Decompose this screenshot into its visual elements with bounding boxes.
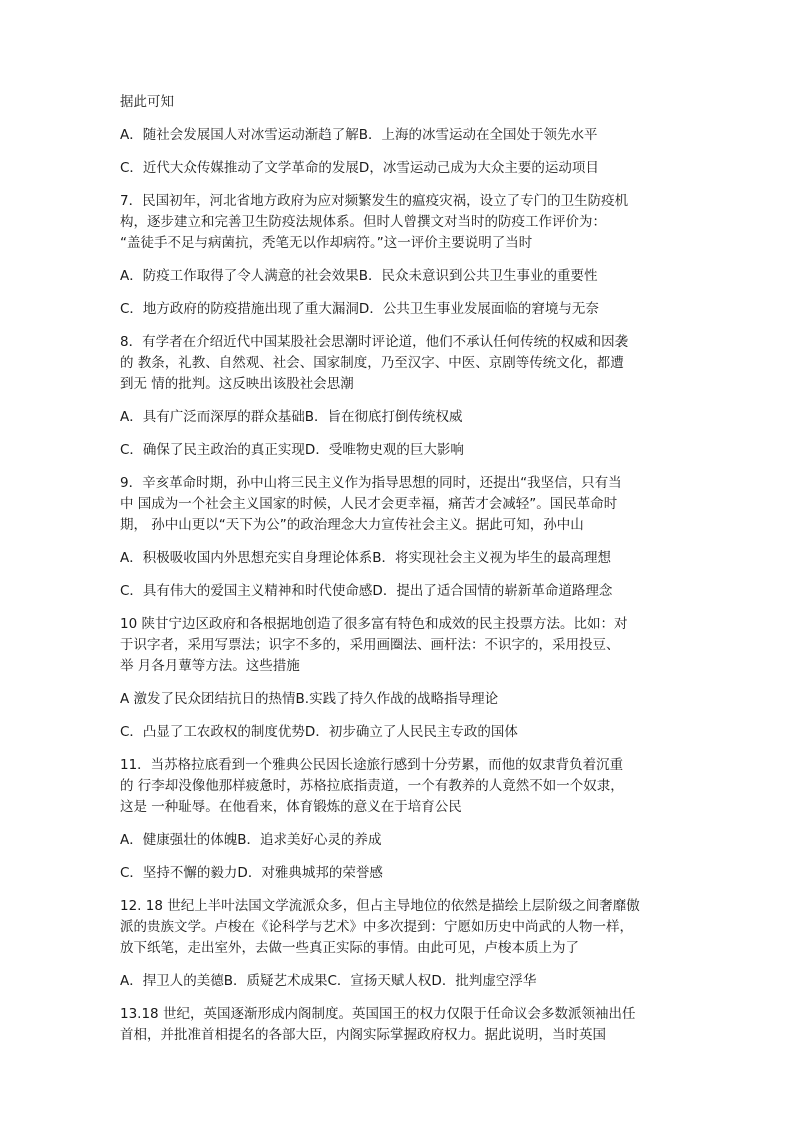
answer-options-line [120, 830, 680, 851]
text-line: C．凸显了工农政权的制度优势D．初步确立了人民民主专政的国体 [120, 724, 518, 740]
text-line: 于识字者，采用写票法；识字不多的，采用画圈法、画杆法：不识字的，采用投豆、 [120, 637, 620, 653]
text-line: 9．辛亥革命时期，孙中山将三民主义作为指导思想的同时，还提出“我坚信，只有当 [120, 475, 622, 491]
text-line: 构，逐步建立和完善卫生防疫法规体系。但时人曾撰文对当时的防疫工作评价为： [120, 214, 606, 230]
text-line: 派的贵族文学。卢梭在《论科学与艺术》中多次提到：宁愿如历史中尚武的人物一样， [120, 919, 633, 935]
text-line: 举 月各月蕈等方法。这些措施 [120, 658, 300, 674]
answer-options-line [120, 548, 680, 569]
text-line: 8．有学者在介绍近代中国某股社会思潮时评论道，他们不承认任何传统的权威和因袭 [120, 334, 629, 350]
answer-options-line [120, 722, 680, 743]
answer-options-line [120, 581, 680, 602]
text-line: A．捍卫人的美德B．质疑艺术成果C．宣扬天赋人权D．批判虚空浮华 [120, 973, 537, 989]
text-line: C．具有伟大的爱国主义精神和时代使命感D．提出了适合国情的崭新革命道路理念 [120, 583, 613, 599]
text-line: A．健康强壮的体魄B．追求美好心灵的养成 [120, 832, 382, 848]
question-stem [120, 332, 680, 395]
question-stem [120, 473, 680, 536]
text-line: 13.18 世纪，英国逐渐形成内阁制度。英国国王的权力仅限于任命议会多数派领袖出任 [120, 1006, 636, 1022]
text-line: C．坚持不懈的毅力D．对雅典城邦的荣誉感 [120, 865, 383, 881]
text-line: 首相，并批准首相提名的各部大臣，内阁实际掌握政府权力。据此说明，当时英国 [120, 1027, 606, 1043]
text-line: “盖徒手不足与病菌抗，秃笔无以作却病符。”这一评价主要说明了当时 [120, 235, 533, 251]
text-line: A．随社会发展国人对冰雪运动渐趋了解B．上海的冰雪运动在全国处于领先水平 [120, 127, 598, 143]
question-stem [120, 1004, 680, 1046]
text-line: 的 行李却没像他那样疲惫时，苏格拉底指责道，一个有教养的人竟然不如一个奴隶， [120, 778, 624, 794]
text-line: C．确保了民主政治的真正实现D．受唯物史观的巨大影响 [120, 442, 464, 458]
answer-options-line [120, 407, 680, 428]
text-line: 这是 一种耻辱。在他看来，体育锻炼的意义在于培育公民 [120, 799, 462, 815]
text-line: 的 教条，礼教、自然观、社会、国家制度，乃至汉字、中医、京剧等传统文化，都遭 [120, 355, 624, 371]
answer-options-line [120, 689, 680, 710]
text-line: A．积极吸收国内外思想充实自身理论体系B．将实现社会主义视为毕生的最高理想 [120, 550, 611, 566]
question-stem [120, 614, 680, 677]
text-line: 据此可知 [120, 94, 174, 110]
question-stem [120, 191, 680, 254]
text-line: A．具有广泛而深厚的群众基础B．旨在彻底打倒传统权威 [120, 409, 463, 425]
text-line: 中 国成为一个社会主义国家的时候，人民才会更幸福，痛苦才会减轻”。国民革命时 [120, 496, 618, 512]
answer-options-line [120, 158, 680, 179]
text-line: 11．当苏格拉底看到一个雅典公民因长途旅行感到十分劳累，而他的奴隶背负着沉重 [120, 757, 624, 773]
answer-options-line [120, 440, 680, 461]
text-line: 放下纸笔，走出室外，去做一些真正实际的事情。由此可见，卢梭本质上为了 [120, 940, 579, 956]
text-line: A．防疫工作取得了令人满意的社会效果B．民众未意识到公共卫生事业的重要性 [120, 268, 598, 284]
answer-options-line [120, 971, 680, 992]
text-line: 10 陕甘宁边区政府和各根据地创造了很多富有特色和成效的民主投票方法。比如：对 [120, 616, 628, 632]
question-stem [120, 755, 680, 818]
document-body [120, 92, 680, 1058]
text-line: 7．民国初年，河北省地方政府为应对频繁发生的瘟疫灾祸，设立了专门的卫生防疫机 [120, 193, 629, 209]
text-paragraph [120, 92, 680, 113]
text-line: C．地方政府的防疫措施出现了重大漏洞D．公共卫生事业发展面临的窘境与无奈 [120, 301, 599, 317]
text-line: C．近代大众传媒推动了文学革命的发展D，冰雪运动己成为大众主要的运动项目 [120, 160, 599, 176]
text-line: 12. 18 世纪上半叶法国文学流派众多，但占主导地位的依然是描绘上层阶级之间奢靡傲 [120, 898, 640, 914]
answer-options-line [120, 125, 680, 146]
text-line: 到无 情的批判。这反映出该股社会思潮 [120, 376, 354, 392]
answer-options-line [120, 266, 680, 287]
answer-options-line [120, 863, 680, 884]
text-line: A 激发了民众团结抗日的热情B.实践了持久作战的战略指导理论 [120, 691, 499, 707]
text-line: 期， 孙中山更以“天下为公”的政治理念大力宣传社会主义。据此可知，孙中山 [120, 517, 584, 533]
question-stem [120, 896, 680, 959]
answer-options-line [120, 299, 680, 320]
